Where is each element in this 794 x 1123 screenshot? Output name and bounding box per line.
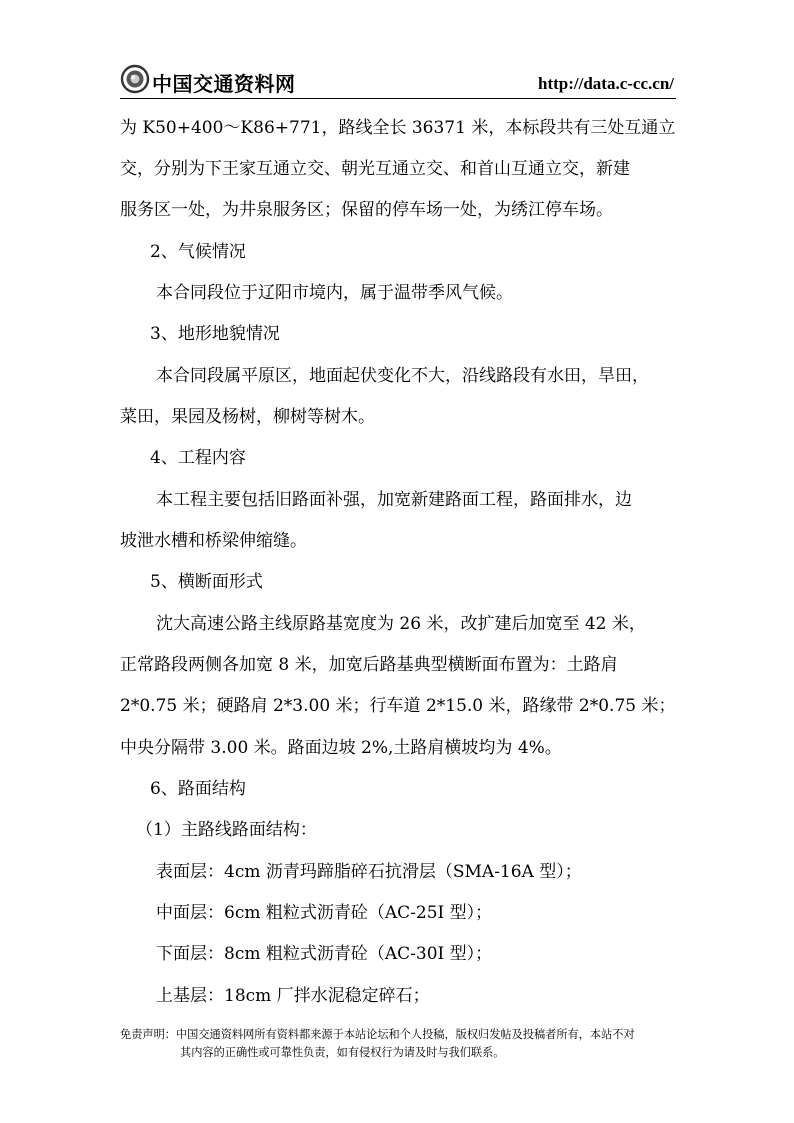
disclaimer-line: 免责声明：中国交通资料网所有资料都来源于本站论坛和个人投稿，版权归发帖及投稿者所有，本站不对	[120, 1028, 635, 1041]
body-line: 本合同段属平原区，地面起伏变化不大，沿线路段有水田，旱田，	[156, 366, 649, 386]
body-line: 为 K50+400～K86+771，路线全长 36371 米，本标段共有三处互通立	[120, 118, 676, 138]
section-heading: 6、路面结构	[150, 779, 246, 799]
site-name: 中国交通资料网	[152, 72, 296, 96]
section-heading: 4、工程内容	[150, 448, 246, 468]
body-line: 上基层：18cm 厂拌水泥稳定碎石；	[156, 986, 430, 1006]
body-line: 下面层：8cm 粗粒式沥青砼（AC-30I 型）；	[156, 944, 493, 964]
section-heading: 5、横断面形式	[150, 572, 263, 592]
body-line: 2*0.75 米；硬路肩 2*3.00 米；行车道 2*15.0 米，路缘带 2*0.75 米；	[120, 696, 676, 716]
section-heading: 3、地形地貌情况	[150, 324, 280, 344]
body-line: 本合同段位于辽阳市境内，属于温带季风气候。	[156, 283, 513, 303]
body-line: 本工程主要包括旧路面补强，加宽新建路面工程，路面排水，边	[156, 490, 632, 510]
body-line: 正常路段两侧各加宽 8 米，加宽后路基典型横断面布置为：土路肩	[120, 655, 618, 675]
body-line: 菜田，果园及杨树，柳树等树木。	[120, 407, 375, 427]
subsection-heading: （1）主路线路面结构：	[136, 820, 317, 840]
body-line: 表面层：4cm 沥青玛蹄脂碎石抗滑层（SMA-16A 型）；	[156, 862, 582, 882]
body-line: 中央分隔带 3.00 米。路面边坡 2%,土路肩横坡均为 4%。	[120, 738, 562, 758]
globe-logo-icon	[120, 64, 150, 94]
disclaimer-line: 其内容的正确性或可靠性负责，如有侵权行为请及时与我们联系。	[180, 1046, 505, 1059]
page-header	[120, 62, 676, 98]
body-line: 坡泄水槽和桥梁伸缩缝。	[120, 531, 307, 551]
section-heading: 2、气候情况	[150, 242, 246, 262]
body-line: 交，分别为下王家互通立交、朝光互通立交、和首山互通立交，新建	[120, 159, 630, 179]
header-divider	[120, 98, 676, 99]
site-url-link[interactable]: http://data.c-cc.cn/	[538, 74, 674, 93]
body-line: 沈大高速公路主线原路基宽度为 26 米，改扩建后加宽至 42 米，	[156, 614, 646, 634]
body-line: 中面层：6cm 粗粒式沥青砼（AC-25I 型）；	[156, 903, 493, 923]
body-line: 服务区一处，为井泉服务区；保留的停车场一处，为绣江停车场。	[120, 200, 613, 220]
